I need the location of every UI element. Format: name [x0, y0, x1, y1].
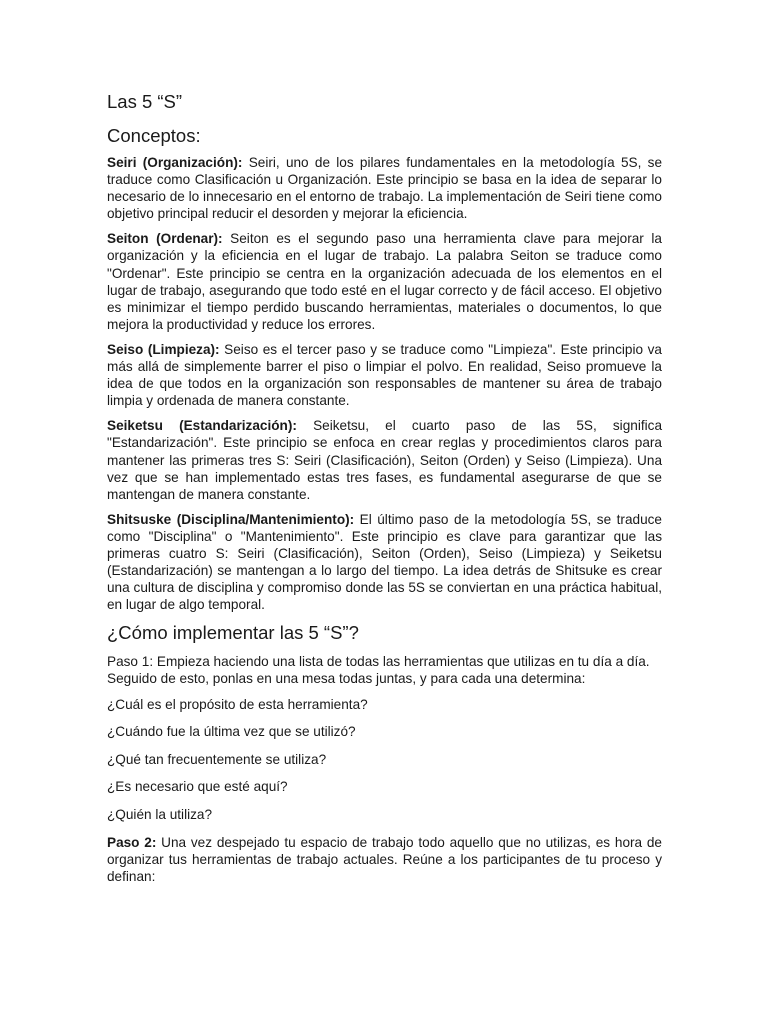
concept-term: Seiketsu (Estandarización):: [107, 418, 297, 434]
concept-seiton: [107, 230, 662, 333]
implement-heading: ¿Cómo implementar las 5 “S”?: [107, 622, 359, 644]
concept-shitsuske: [107, 511, 662, 614]
step-1-paragraph: Paso 1: Empieza haciendo una lista de todas las herramientas que utilizas en tu día a día. Seguido de esto, ponlas en una mesa todas juntas, y para cada una determina:: [107, 654, 650, 687]
question-item: ¿Cuál es el propósito de esta herramienta?: [107, 696, 368, 712]
concept-text: Seiri, uno de los pilares fundamentales en la metodología 5S, se traduce como Clasificación u Organización. Este principio se basa en la idea de separar lo necesario de lo innecesario en el entorno de trabajo. La implementación de Seiri tiene como objetivo principal reducir el desorden y mejorar la eficiencia.: [107, 155, 663, 222]
document-title: Las 5 “S”: [107, 91, 183, 112]
concept-term: Seiso (Limpieza):: [107, 341, 220, 357]
concept-text: El último paso de la metodología 5S, se traduce como "Disciplina" o "Mantenimiento". Este principio es clave para garantizar que las primeras cuatro S: Seiri (Clasificación), Seiton (Orden), Seiso (Limpieza) y Seiketsu (Estandarización) se mantengan a lo largo del tiempo. La idea detrás de Shitsuke es crear una cultura de disciplina y compromiso donde las 5S se conviertan en una práctica habitual, en lugar de algo temporal.: [107, 511, 662, 613]
question-item: ¿Cuándo fue la última vez que se utilizó?: [107, 724, 356, 740]
concept-text: Seiton es el segundo paso una herramienta clave para mejorar la organización y la eficiencia en el lugar de trabajo. La palabra Seiton se traduce como "Ordenar". Este principio se centra en la organización adecuada de los elementos en el lugar de trabajo, asegurando que todo esté en el lugar correcto y de fácil acceso. El objetivo es minimizar el tiempo perdido buscando herramientas, materiales o documentos, lo que mejora la productividad y reduce los errores.: [107, 231, 662, 332]
document-page: [107, 90, 662, 893]
step-2-label: Paso 2:: [107, 834, 157, 850]
concept-seiso: [107, 341, 662, 409]
concept-term: Seiton (Ordenar):: [107, 231, 223, 247]
concept-text: Seiso es el tercer paso y se traduce como "Limpieza". Este principio va más allá de simplemente barrer el piso o limpiar el polvo. En realidad, Seiso promueve la idea de que todos en la organización son responsables de mantener su área de trabajo limpia y ordenada de manera constante.: [107, 341, 662, 409]
concept-seiketsu: [107, 417, 662, 502]
concept-term: Shitsuske (Disciplina/Mantenimiento):: [107, 511, 355, 527]
concept-text: Seiketsu, el cuarto paso de las 5S, significa "Estandarización". Este principio se enfoca en crear reglas y procedimientos claros para mantener las primeras tres S: Seiri (Clasificación), Seiton (Orden) y Seiso (Limpieza). Una vez que se han implementado estas tres fases, es fundamental asegurarse de que se mantengan de manera constante.: [107, 418, 662, 502]
step-2-text: Una vez despejado tu espacio de trabajo todo aquello que no utilizas, es hora de organizar tus herramientas de trabajo actuales. Reúne a los participantes de tu proceso y definan:: [107, 834, 662, 884]
question-item: ¿Quién la utiliza?: [107, 806, 213, 822]
step-2-paragraph: [107, 834, 662, 885]
concepts-heading: Conceptos:: [107, 125, 201, 146]
concept-term: Seiri (Organización):: [107, 155, 243, 170]
question-item: ¿Es necesario que esté aquí?: [107, 779, 288, 795]
question-item: ¿Qué tan frecuentemente se utiliza?: [107, 751, 327, 767]
concept-seiri: [107, 154, 662, 222]
